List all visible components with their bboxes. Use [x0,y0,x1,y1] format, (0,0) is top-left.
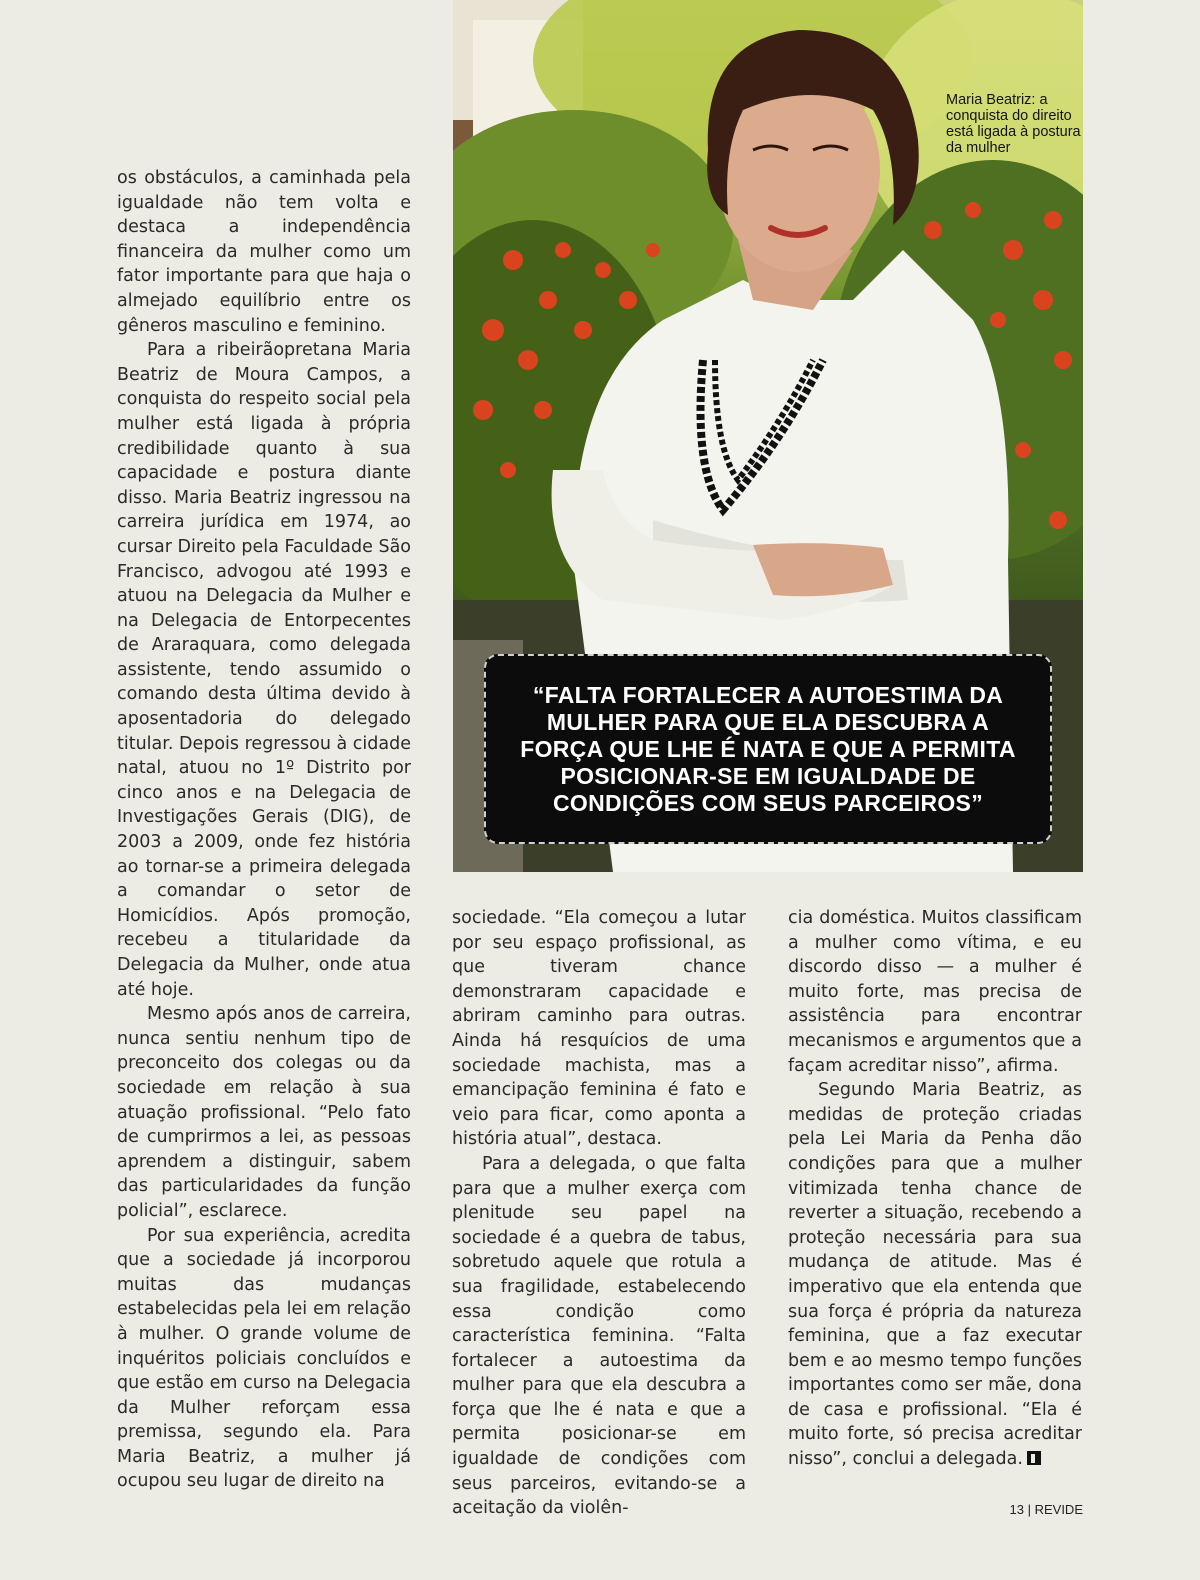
paragraph-final [788,1078,1082,1472]
paragraph: Para a ribeirãopretana Maria Beatriz de Moura Campos, a conquista do respeito social pela mulher está ligada à própria credibilidade quanto à sua capacidade e postura diante disso. Maria Beatriz ingressou na carreira jurídica em 1974, ao cursar Direito pela Faculdade São Francisco, advogou até 1993 e atuou na Delegacia da Mulher e na Delegacia de Entorpecentes de Araraquara, como delegada assistente, tendo assumido o comando desta última devido à aposentadoria do delegado titular. Depois regressou à cidade natal, atuou no 1º Distrito por cinco anos e na Delegacia de Investigações Gerais (DIG), de 2003 a 2009, onde fez história ao tornar-se a primeira delegada a comandar o setor de Homicídios. Após promoção, recebeu a titularidade da Delegacia da Mulher, onde atua até hoje. [117,340,412,1000]
paragraph: Mesmo após anos de carreira, nunca sentiu nenhum tipo de preconceito dos colegas ou da sociedade em relação à sua atuação profissional. “Pelo fato de cumprirmos a lei, as pessoas aprendem a distinguir, sabem das particularidades da função policial”, esclarece. [117,1004,411,1221]
paragraph: os obstáculos, a caminhada pela igualdade não tem volta e destaca a independência financeira da mulher como um fator importante para que haja o almejado equilíbrio entre os gêneros masculino e feminino. [117,168,411,336]
pull-quote-text: “FALTA FORTALECER A AUTOESTIMA DA MULHER PARA QUE ELA DESCUBRA A FORÇA QUE LHE É NATA E QUE A PERMITA POSICIONAR-SE EM IGUALDADE DE CONDIÇÕES COM SEUS PARCEIROS” [520,681,1016,816]
page-number: 13 [1009,1502,1024,1517]
article-column-2 [452,906,746,1521]
footer-separator: | [1027,1502,1031,1517]
photo-caption: Maria Beatriz: a conquista do direito está ligada à postura da mulher [946,92,1081,156]
article-column-1 [117,166,411,1494]
paragraph: Para a delegada, o que falta para que a mulher exerça com plenitude seu papel na sociedade é a quebra de tabus, sobretudo aquele que rotula a sua fragilidade, estabelecendo essa condição como característica feminina. “Falta fortalecer a autoestima da mulher para que ela descubra a força que lhe é nata e que a permita posicionar-se em igualdade de condições com seus parceiros, evitando-se a aceitação da violên- [452,1153,746,1519]
pull-quote [484,654,1052,844]
paragraph: sociedade. “Ela começou a lutar por seu espaço profissional, as que tiveram chance demonstraram capacidade e abriram caminho para outras. Ainda há resquícios de uma sociedade machista, mas a emancipação feminina é fato e veio para ficar, como aponta a história atual”, destaca. [452,908,746,1150]
paragraph: Segundo Maria Beatriz, as medidas de proteção criadas pela Lei Maria da Penha dão condições para que a mulher vitimizada tenha chance de reverter a situação, recebendo a proteção necessária para sua mudança de atitude. Mas é imperativo que ela entenda que sua força é própria da natureza feminina, que a faz executar bem e ao mesmo tempo funções importantes como ser mãe, dona de casa e profissional. “Ela é muito forte, só precisa acreditar nisso”, conclui a delegada. [788,1080,1082,1470]
page-footer [1003,1502,1083,1517]
article-column-3 [788,906,1082,1472]
end-of-article-icon [1027,1451,1041,1465]
paragraph: cia doméstica. Muitos classificam a mulher como vítima, e eu discordo disso — a mulher é muito forte, mas precisa de assistência para encontrar mecanismos e argumentos que a façam acreditar nisso”, afirma. [788,908,1082,1076]
magazine-name: REVIDE [1034,1502,1083,1517]
paragraph: Por sua experiência, acredita que a sociedade já incorporou muitas das mudanças estabelecidas pela lei em relação à mulher. O grande volume de inquéritos policiais concluídos e que estão em curso na Delegacia da Mulher reforçam essa premissa, segundo ela. Para Maria Beatriz, a mulher já ocupou seu lugar de direito na [117,1225,411,1492]
